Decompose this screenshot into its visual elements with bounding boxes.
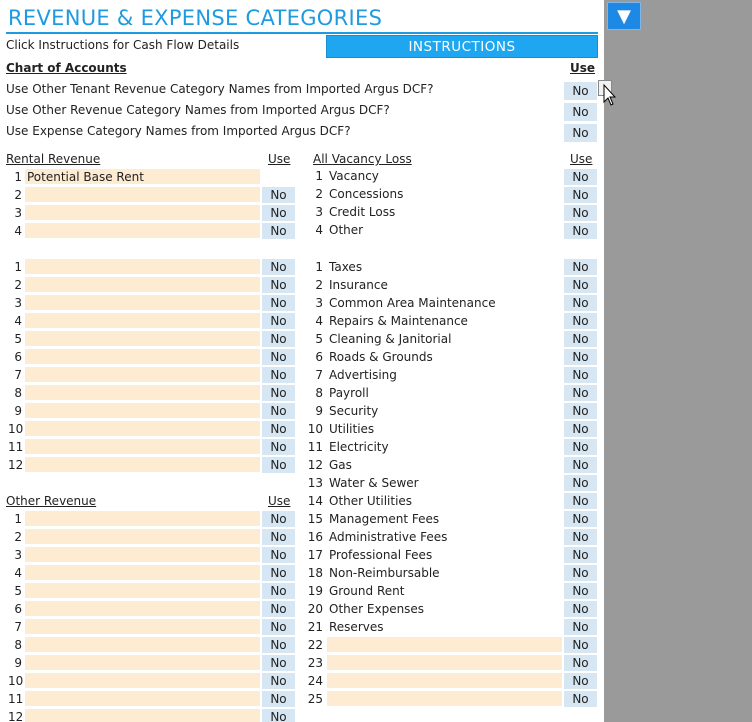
rental-revenue-name-field[interactable]: Potential Base Rent — [25, 169, 260, 185]
expense-use-cell[interactable]: No — [564, 529, 597, 546]
row-number: 8 — [315, 386, 323, 400]
row-number: 13 — [307, 476, 323, 490]
other-revenue-name-field[interactable] — [25, 655, 260, 671]
row-number: 8 — [14, 638, 22, 652]
expense-use-cell[interactable]: No — [564, 403, 597, 420]
vacancy-loss-header: All Vacancy Loss — [313, 152, 412, 166]
expense-use-cell[interactable]: No — [564, 349, 597, 366]
row-number: 11 — [8, 440, 24, 454]
expense-item-label: Cleaning & Janitorial — [329, 332, 452, 346]
other-tenant-use-cell[interactable]: No — [262, 349, 295, 366]
question-use-cell[interactable]: No — [564, 103, 597, 122]
other-revenue-name-field[interactable] — [25, 691, 260, 707]
row-number: 7 — [14, 368, 22, 382]
row-number: 14 — [307, 494, 323, 508]
expense-item-label: Payroll — [329, 386, 369, 400]
row-number: 2 — [315, 187, 323, 201]
rental-use-cell[interactable]: No — [262, 205, 295, 222]
expense-item-label: Professional Fees — [329, 548, 433, 562]
other-tenant-use-cell[interactable]: No — [262, 421, 295, 438]
row-number: 9 — [315, 404, 323, 418]
row-number: 12 — [8, 458, 24, 472]
row-number: 3 — [315, 296, 323, 310]
rental-revenue-name-field[interactable] — [25, 205, 260, 221]
other-revenue-use-cell[interactable]: No — [262, 547, 295, 564]
row-number: 4 — [14, 314, 22, 328]
row-number: 6 — [14, 350, 22, 364]
other-tenant-revenue-name-field[interactable] — [25, 259, 260, 275]
instructions-button[interactable]: INSTRUCTIONS — [326, 35, 598, 58]
expense-use-cell[interactable]: No — [564, 511, 597, 528]
expense-use-cell[interactable]: No — [564, 259, 597, 276]
expense-name-field[interactable] — [327, 691, 562, 707]
other-revenue-name-field[interactable] — [25, 709, 260, 722]
row-number: 18 — [307, 566, 323, 580]
other-tenant-revenue-name-field[interactable] — [25, 331, 260, 347]
expense-use-cell[interactable]: No — [564, 313, 597, 330]
expense-use-cell[interactable]: No — [564, 583, 597, 600]
vacancy-item-label: Other — [329, 223, 364, 237]
expense-use-cell[interactable]: No — [564, 457, 597, 474]
expense-use-cell[interactable]: No — [564, 691, 597, 708]
row-number: 3 — [315, 205, 323, 219]
row-number: 3 — [14, 548, 22, 562]
other-tenant-use-cell[interactable]: No — [262, 457, 295, 474]
other-tenant-revenue-name-field[interactable] — [25, 277, 260, 293]
expense-use-cell[interactable]: No — [564, 655, 597, 672]
expense-name-field[interactable] — [327, 637, 562, 653]
expense-item-label: Administrative Fees — [329, 530, 448, 544]
mouse-pointer-icon — [603, 84, 616, 108]
expense-item-label: Other Utilities — [329, 494, 413, 508]
other-tenant-use-cell[interactable]: No — [262, 295, 295, 312]
vacancy-use-header: Use — [570, 152, 593, 166]
row-number: 4 — [315, 223, 323, 237]
other-revenue-use-cell[interactable]: No — [262, 565, 295, 582]
expense-use-cell[interactable]: No — [564, 619, 597, 636]
other-revenue-use-cell[interactable]: No — [262, 583, 295, 600]
row-number: 10 — [307, 422, 323, 436]
row-number: 1 — [14, 170, 22, 184]
other-revenue-name-field[interactable] — [25, 601, 260, 617]
question-label: Use Expense Category Names from Imported Argus DCF? — [6, 124, 351, 138]
vacancy-use-cell[interactable]: No — [564, 223, 597, 240]
vacancy-use-cell[interactable]: No — [564, 169, 597, 186]
row-number: 17 — [307, 548, 323, 562]
expense-item-label: Common Area Maintenance — [329, 296, 496, 310]
other-tenant-use-cell[interactable]: No — [262, 403, 295, 420]
other-revenue-name-field[interactable] — [25, 529, 260, 545]
question-use-cell[interactable]: No — [564, 82, 597, 101]
other-tenant-revenue-name-field[interactable] — [25, 313, 260, 329]
row-number: 11 — [8, 692, 24, 706]
triangle-down-icon: ▼ — [617, 5, 631, 27]
vacancy-item-label: Vacancy — [329, 169, 379, 183]
expense-use-cell[interactable]: No — [564, 277, 597, 294]
expense-item-label: Reserves — [329, 620, 384, 634]
row-number: 1 — [315, 169, 323, 183]
other-revenue-use-cell[interactable]: No — [262, 529, 295, 546]
other-tenant-revenue-name-field[interactable] — [25, 403, 260, 419]
row-number: 1 — [14, 260, 22, 274]
other-revenue-header: Other Revenue — [6, 494, 97, 508]
rental-revenue-header: Rental Revenue — [6, 152, 101, 166]
other-revenue-use-header: Use — [268, 494, 291, 508]
expense-use-cell[interactable]: No — [564, 421, 597, 438]
expense-use-cell[interactable]: No — [564, 673, 597, 690]
expense-item-label: Advertising — [329, 368, 397, 382]
other-revenue-name-field[interactable] — [25, 565, 260, 581]
question-label: Use Other Revenue Category Names from Imported Argus DCF? — [6, 103, 390, 117]
other-tenant-use-cell[interactable]: No — [262, 385, 295, 402]
expense-item-label: Utilities — [329, 422, 375, 436]
expense-name-field[interactable] — [327, 655, 562, 671]
rental-use-cell[interactable]: No — [262, 187, 295, 204]
page-title: REVENUE & EXPENSE CATEGORIES — [8, 6, 383, 30]
other-revenue-use-cell[interactable]: No — [262, 619, 295, 636]
row-number: 4 — [315, 314, 323, 328]
question-label: Use Other Tenant Revenue Category Names from Imported Argus DCF? — [6, 82, 434, 96]
row-number: 6 — [14, 602, 22, 616]
other-tenant-revenue-name-field[interactable] — [25, 439, 260, 455]
row-number: 1 — [14, 512, 22, 526]
row-number: 25 — [307, 692, 323, 706]
other-revenue-name-field[interactable] — [25, 511, 260, 527]
row-number: 3 — [14, 206, 22, 220]
other-revenue-name-field[interactable] — [25, 619, 260, 635]
row-number: 6 — [315, 350, 323, 364]
chart-of-accounts-header: Chart of Accounts — [6, 61, 127, 75]
row-number: 2 — [14, 530, 22, 544]
row-number: 15 — [307, 512, 323, 526]
other-tenant-revenue-name-field[interactable] — [25, 295, 260, 311]
other-revenue-use-cell[interactable]: No — [262, 637, 295, 654]
expense-use-cell[interactable]: No — [564, 475, 597, 492]
row-number: 22 — [307, 638, 323, 652]
row-number: 10 — [8, 674, 24, 688]
row-number: 2 — [315, 278, 323, 292]
expense-use-cell[interactable]: No — [564, 385, 597, 402]
other-tenant-revenue-name-field[interactable] — [25, 349, 260, 365]
row-number: 9 — [14, 404, 22, 418]
other-revenue-use-cell[interactable]: No — [262, 691, 295, 708]
row-number: 3 — [14, 296, 22, 310]
expense-item-label: Management Fees — [329, 512, 440, 526]
expense-use-cell[interactable]: No — [564, 547, 597, 564]
rental-use-header: Use — [268, 152, 291, 166]
other-tenant-use-cell[interactable]: No — [262, 439, 295, 456]
expense-use-cell[interactable]: No — [564, 295, 597, 312]
row-number: 20 — [307, 602, 323, 616]
expense-use-cell[interactable]: No — [564, 565, 597, 582]
other-revenue-name-field[interactable] — [25, 583, 260, 599]
row-number: 19 — [307, 584, 323, 598]
expense-use-cell[interactable]: No — [564, 367, 597, 384]
use-header: Use — [570, 61, 596, 75]
row-number: 12 — [8, 710, 24, 722]
row-number: 24 — [307, 674, 323, 688]
other-revenue-name-field[interactable] — [25, 547, 260, 563]
vacancy-use-cell[interactable]: No — [564, 187, 597, 204]
other-revenue-use-cell[interactable]: No — [262, 673, 295, 690]
row-number: 23 — [307, 656, 323, 670]
row-number: 16 — [307, 530, 323, 544]
vacancy-item-label: Credit Loss — [329, 205, 396, 219]
other-tenant-use-cell[interactable]: No — [262, 277, 295, 294]
other-revenue-name-field[interactable] — [25, 637, 260, 653]
expense-item-label: Gas — [329, 458, 352, 472]
row-number: 5 — [315, 332, 323, 346]
row-number: 2 — [14, 188, 22, 202]
row-number: 21 — [307, 620, 323, 634]
expense-item-label: Other Expenses — [329, 602, 425, 616]
other-revenue-use-cell[interactable]: No — [262, 655, 295, 672]
other-revenue-use-cell[interactable]: No — [262, 601, 295, 618]
row-number: 4 — [14, 566, 22, 580]
row-number: 10 — [8, 422, 24, 436]
row-number: 7 — [315, 368, 323, 382]
expense-item-label: Roads & Grounds — [329, 350, 433, 364]
other-revenue-use-cell[interactable]: No — [262, 709, 295, 722]
vacancy-use-cell[interactable]: No — [564, 205, 597, 222]
row-number: 9 — [14, 656, 22, 670]
other-tenant-use-cell[interactable]: No — [262, 259, 295, 276]
rental-use-cell[interactable]: No — [262, 223, 295, 240]
row-number: 7 — [14, 620, 22, 634]
other-tenant-revenue-name-field[interactable] — [25, 457, 260, 473]
other-tenant-use-cell[interactable]: No — [262, 331, 295, 348]
rental-revenue-name-field[interactable] — [25, 187, 260, 203]
expense-item-label: Ground Rent — [329, 584, 405, 598]
expense-use-cell[interactable]: No — [564, 439, 597, 456]
expense-item-label: Water & Sewer — [329, 476, 419, 490]
other-revenue-use-cell[interactable]: No — [262, 511, 295, 528]
side-panel — [604, 0, 752, 722]
expense-item-label: Taxes — [329, 260, 363, 274]
other-tenant-use-cell[interactable]: No — [262, 367, 295, 384]
rental-revenue-name-field[interactable] — [25, 223, 260, 239]
side-dropdown-button[interactable] — [607, 2, 641, 30]
expense-item-label: Electricity — [329, 440, 389, 454]
expense-use-cell[interactable]: No — [564, 331, 597, 348]
expense-item-label: Insurance — [329, 278, 388, 292]
other-revenue-name-field[interactable] — [25, 673, 260, 689]
other-tenant-use-cell[interactable]: No — [262, 313, 295, 330]
row-number: 11 — [307, 440, 323, 454]
row-number: 5 — [14, 584, 22, 598]
row-number: 1 — [315, 260, 323, 274]
expense-item-label: Security — [329, 404, 379, 418]
subtitle: Click Instructions for Cash Flow Details — [6, 38, 240, 52]
row-number: 8 — [14, 386, 22, 400]
vacancy-item-label: Concessions — [329, 187, 404, 201]
row-number: 2 — [14, 278, 22, 292]
row-number: 5 — [14, 332, 22, 346]
expense-name-field[interactable] — [327, 673, 562, 689]
expense-use-cell[interactable]: No — [564, 493, 597, 510]
other-tenant-revenue-name-field[interactable] — [25, 385, 260, 401]
expense-use-cell[interactable]: No — [564, 637, 597, 654]
other-tenant-revenue-name-field[interactable] — [25, 367, 260, 383]
expense-use-cell[interactable]: No — [564, 601, 597, 618]
title-underline — [6, 32, 598, 34]
other-tenant-revenue-name-field[interactable] — [25, 421, 260, 437]
expense-item-label: Non-Reimbursable — [329, 566, 440, 580]
expense-item-label: Repairs & Maintenance — [329, 314, 468, 328]
row-number: 12 — [307, 458, 323, 472]
row-number: 4 — [14, 224, 22, 238]
question-use-cell[interactable]: No — [564, 124, 597, 143]
